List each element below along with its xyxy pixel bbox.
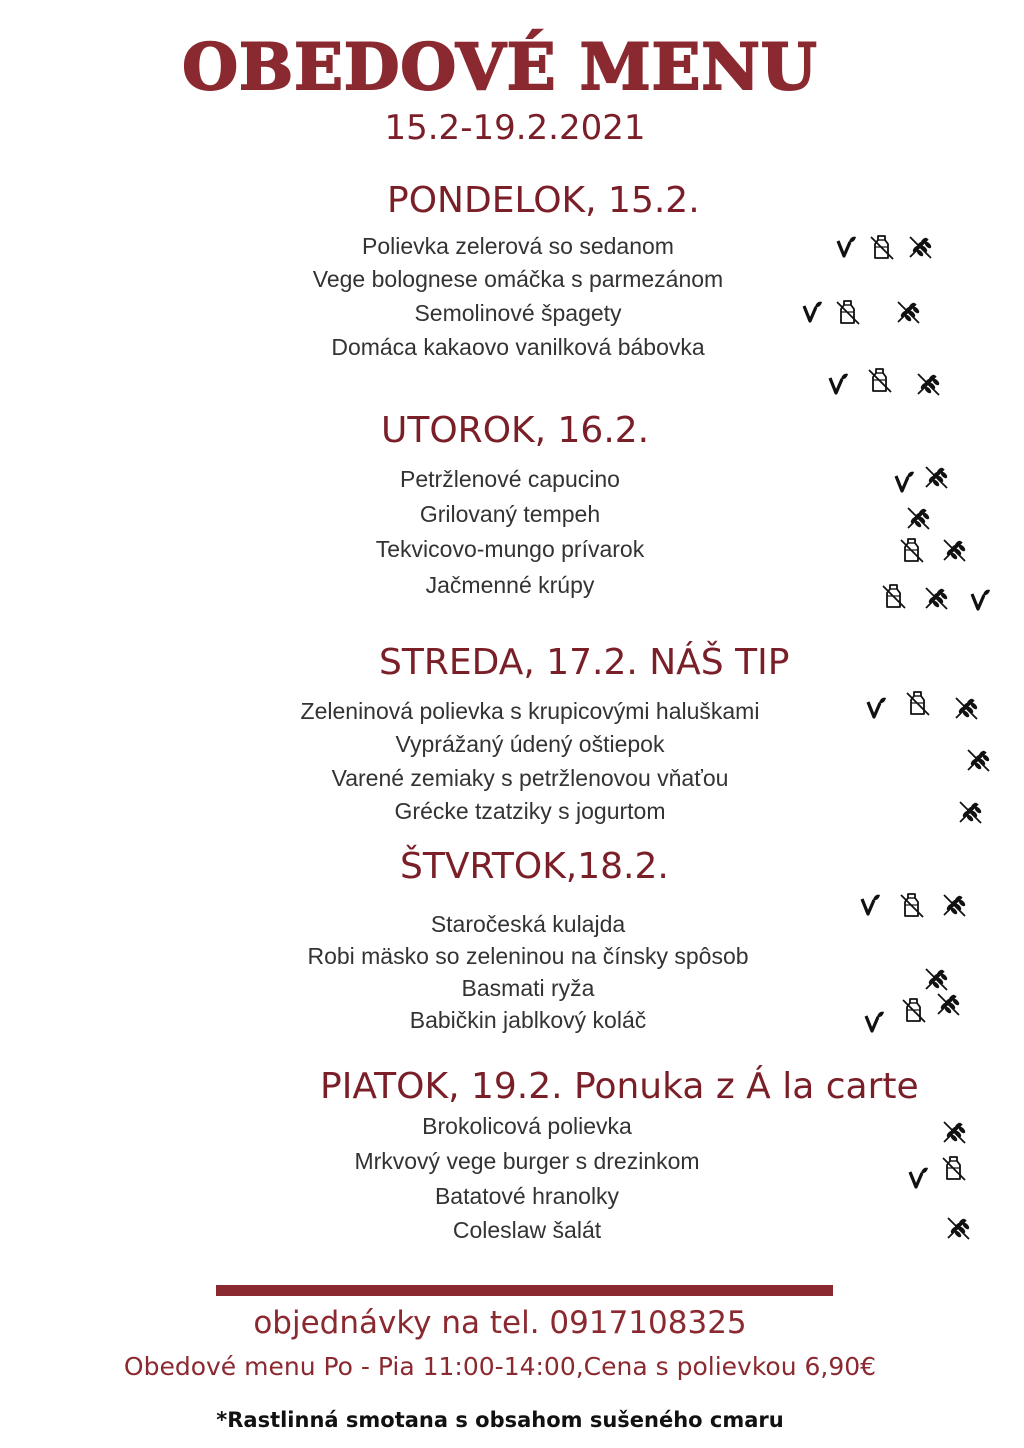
menu-item: Tekvicovo-mungo prívarok	[375, 536, 645, 562]
lactose-free-icon	[940, 1154, 968, 1182]
gluten-free-icon	[964, 746, 992, 774]
menu-item: Coleslaw šalát	[452, 1217, 602, 1243]
lactose-free-icon	[900, 996, 928, 1024]
gluten-free-icon	[922, 965, 950, 993]
gluten-free-icon	[952, 694, 980, 722]
menu-item: Polievka zelerová so sedanom	[362, 233, 674, 259]
lactose-free-icon	[834, 298, 862, 326]
menu-item: Brokolicová polievka	[422, 1113, 632, 1139]
gluten-free-icon	[922, 584, 950, 612]
gluten-free-icon	[894, 298, 922, 326]
day-heading-monday: PONDELOK, 15.2.	[387, 180, 700, 221]
lactose-free-icon	[866, 366, 894, 394]
vegan-leaf-icon	[966, 586, 994, 614]
vegan-leaf-icon	[824, 370, 852, 398]
gluten-free-icon	[906, 233, 934, 261]
menu-dates: 15.2-19.2.2021	[384, 108, 646, 148]
lactose-free-icon	[904, 689, 932, 717]
menu-item: Zeleninová polievka s krupicovými haluškami	[300, 698, 760, 724]
menu-item: Babičkin jablkový koláč	[409, 1007, 647, 1033]
gluten-free-icon	[922, 463, 950, 491]
gluten-free-icon	[914, 370, 942, 398]
day-heading-friday: PIATOK, 19.2. Ponuka z Á la carte	[320, 1066, 919, 1107]
day-heading-wednesday: STREDA, 17.2. NÁŠ TIP	[379, 642, 790, 683]
footnote: *Rastlinná smotana s obsahom sušeného cmaru	[216, 1408, 784, 1432]
day-heading-tuesday: UTOROK, 16.2.	[381, 410, 650, 451]
gluten-free-icon	[956, 798, 984, 826]
vegan-leaf-icon	[890, 468, 918, 496]
lactose-free-icon	[868, 233, 896, 261]
menu-item: Mrkvový vege burger s drezinkom	[354, 1148, 700, 1174]
lactose-free-icon	[898, 536, 926, 564]
menu-item: Domáca kakaovo vanilková bábovka	[331, 334, 705, 360]
menu-item: Semolinové špagety	[414, 300, 622, 326]
gluten-free-icon	[940, 1118, 968, 1146]
menu-item: Batatové hranolky	[434, 1183, 620, 1209]
menu-item: Basmati ryža	[461, 975, 595, 1001]
vegan-leaf-icon	[856, 891, 884, 919]
vegan-leaf-icon	[904, 1164, 932, 1192]
menu-item: Vyprážaný údený oštiepok	[395, 731, 665, 757]
menu-item: Grécke tzatziky s jogurtom	[394, 798, 666, 824]
gluten-free-icon	[904, 504, 932, 532]
gluten-free-icon	[944, 1214, 972, 1242]
lactose-free-icon	[880, 582, 908, 610]
vegan-leaf-icon	[832, 233, 860, 261]
menu-title: OBEDOVÉ MENU	[182, 30, 818, 105]
vegan-leaf-icon	[860, 1008, 888, 1036]
lactose-free-icon	[898, 891, 926, 919]
order-phone: objednávky na tel. 0917108325	[253, 1305, 747, 1341]
menu-hours-price: Obedové menu Po - Pia 11:00-14:00,Cena s polievkou 6,90€	[123, 1352, 877, 1381]
menu-item: Staročeská kulajda	[430, 911, 626, 937]
gluten-free-icon	[934, 990, 962, 1018]
day-heading-thursday: ŠTVRTOK,18.2.	[400, 846, 669, 887]
vegan-leaf-icon	[798, 298, 826, 326]
gluten-free-icon	[940, 536, 968, 564]
menu-item: Vege bolognese omáčka s parmezánom	[312, 266, 724, 292]
divider-bar	[216, 1285, 833, 1296]
menu-item: Petržlenové capucino	[400, 466, 620, 492]
menu-item: Grilovaný tempeh	[419, 501, 601, 527]
menu-item: Jačmenné krúpy	[425, 572, 595, 598]
menu-item: Varené zemiaky s petržlenovou vňaťou	[331, 765, 729, 791]
menu-item: Robi mäsko so zeleninou na čínsky spôsob	[307, 943, 749, 969]
vegan-leaf-icon	[862, 694, 890, 722]
gluten-free-icon	[940, 891, 968, 919]
